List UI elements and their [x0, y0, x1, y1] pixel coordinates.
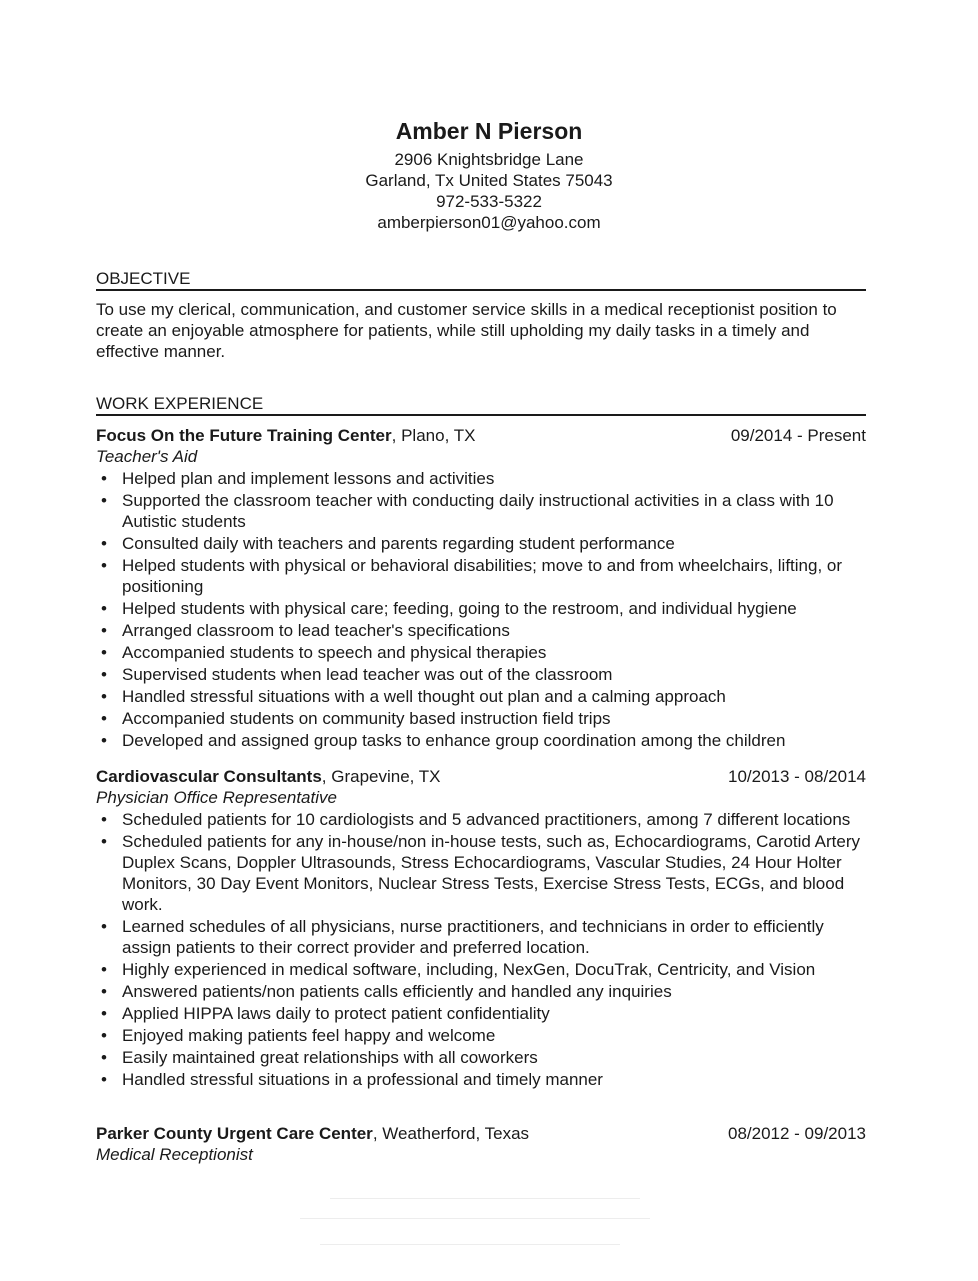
bullet-icon: •	[101, 687, 107, 706]
duty-item	[96, 916, 866, 958]
bullet-icon: •	[101, 491, 107, 510]
scan-artifact-line	[330, 1198, 640, 1199]
duty-text: Easily maintained great relationships with all coworkers	[122, 1048, 538, 1067]
employment-dates: 10/2013 - 08/2014	[727, 767, 866, 786]
bullet-icon: •	[101, 731, 107, 750]
employment-dates: 08/2012 - 09/2013	[727, 1124, 866, 1143]
duty-item	[96, 620, 866, 641]
bullet-icon: •	[101, 534, 107, 553]
bullet-icon: •	[101, 643, 107, 662]
duty-text: Consulted daily with teachers and parents regarding student performance	[122, 534, 675, 553]
duty-text: Applied HIPPA laws daily to protect patient confidentiality	[122, 1004, 550, 1023]
employer-location: , Weatherford, Texas	[372, 1124, 530, 1143]
bullet-icon: •	[101, 599, 107, 618]
duty-text: Highly experienced in medical software, including, NexGen, DocuTrak, Centricity, and Vision	[122, 960, 816, 979]
email-address: amberpierson01@yahoo.com	[377, 213, 601, 232]
employer-name: Parker County Urgent Care Center	[96, 1124, 373, 1143]
city-state-zip: Garland, Tx United States 75043	[365, 171, 613, 190]
job-header	[96, 425, 866, 446]
duty-item	[96, 1003, 866, 1024]
duty-item	[96, 468, 866, 489]
duty-item	[96, 642, 866, 663]
employer-location: , Plano, TX	[391, 426, 476, 445]
bullet-icon: •	[101, 1026, 107, 1045]
bullet-icon: •	[101, 960, 107, 979]
duty-text: Handled stressful situations in a professional and timely manner	[122, 1070, 603, 1089]
job-entry-focus-on-the-future	[96, 425, 866, 752]
duty-text: Scheduled patients for 10 cardiologists and 5 advanced practitioners, among 7 different locations	[122, 810, 851, 829]
duty-text: Handled stressful situations with a well thought out plan and a calming approach	[122, 687, 726, 706]
scan-artifact-line	[320, 1244, 620, 1245]
duty-item	[96, 809, 866, 830]
duty-item	[96, 664, 866, 685]
duty-item	[96, 1069, 866, 1090]
duty-item	[96, 686, 866, 707]
duty-text: Helped students with physical or behavioral disabilities; move to and from wheelchairs, lifting, or positioning	[122, 556, 843, 596]
duty-text: Helped plan and implement lessons and activities	[122, 469, 495, 488]
job-title: Teacher's Aid	[96, 447, 198, 466]
bullet-icon: •	[101, 832, 107, 851]
employer-location: , Grapevine, TX	[321, 767, 441, 786]
duty-text: Scheduled patients for any in-house/non in-house tests, such as, Echocardiograms, Carotid Artery Duplex Scans, Doppler Ultrasounds, Stress Echocardiograms, Vascular Studies, 24 Hour Holter Monitors, 30 Day Event Monitors, Nuclear Stress Tests, Exercise Stress Tests, ECGs, and blood work.	[122, 832, 861, 914]
bullet-icon: •	[101, 982, 107, 1001]
duty-text: Accompanied students on community based instruction field trips	[122, 709, 611, 728]
duty-text: Learned schedules of all physicians, nurse practitioners, and technicians in order to efficiently assign patients to their correct provider and preferred location.	[122, 917, 824, 957]
duty-item	[96, 1025, 866, 1046]
duty-text: Developed and assigned group tasks to enhance group coordination among the children	[122, 731, 786, 750]
job-entry-parker-county	[96, 1123, 866, 1165]
duty-item	[96, 730, 866, 751]
duty-item	[96, 1047, 866, 1068]
duty-text: Arranged classroom to lead teacher's specifications	[122, 621, 510, 640]
duty-text: Helped students with physical care; feeding, going to the restroom, and individual hygiene	[122, 599, 797, 618]
bullet-icon: •	[101, 810, 107, 829]
bullet-icon: •	[101, 1070, 107, 1089]
duty-text: Answered patients/non patients calls efficiently and handled any inquiries	[122, 982, 672, 1001]
employer-name: Cardiovascular Consultants	[96, 767, 322, 786]
duty-text: Enjoyed making patients feel happy and welcome	[122, 1026, 496, 1045]
bullet-icon: •	[101, 469, 107, 488]
street-address: 2906 Knightsbridge Lane	[394, 150, 584, 169]
duty-item	[96, 981, 866, 1002]
applicant-name: Amber N Pierson	[395, 118, 583, 144]
duty-text: Supported the classroom teacher with conducting daily instructional activities in a class with 10 Autistic students	[122, 491, 834, 531]
bullet-icon: •	[101, 1048, 107, 1067]
duty-item	[96, 555, 866, 597]
objective-text: To use my clerical, communication, and customer service skills in a medical receptionist position to create an enjoyable atmosphere for patients, while still upholding my daily tasks in a timely and effective manner.	[96, 300, 837, 361]
duty-list	[96, 809, 866, 1090]
duty-item	[96, 831, 866, 915]
scan-artifact-line	[300, 1218, 650, 1219]
job-entry-cardiovascular-consultants	[96, 766, 866, 1091]
resume-header	[0, 116, 978, 233]
job-header	[96, 1123, 866, 1144]
bullet-icon: •	[101, 665, 107, 684]
duty-item	[96, 533, 866, 554]
job-header	[96, 766, 866, 787]
duty-item	[96, 959, 866, 980]
job-title: Physician Office Representative	[96, 788, 337, 807]
job-title: Medical Receptionist	[96, 1145, 253, 1164]
bullet-icon: •	[101, 709, 107, 728]
bullet-icon: •	[101, 917, 107, 936]
bullet-icon: •	[101, 1004, 107, 1023]
phone-number: 972-533-5322	[436, 192, 542, 211]
employer-name: Focus On the Future Training Center	[96, 426, 392, 445]
duty-item	[96, 708, 866, 729]
objective-heading: OBJECTIVE	[96, 269, 866, 291]
duty-text: Accompanied students to speech and physical therapies	[122, 643, 547, 662]
duty-item	[96, 490, 866, 532]
bullet-icon: •	[101, 621, 107, 640]
work-experience-heading: WORK EXPERIENCE	[96, 394, 866, 416]
employment-dates: 09/2014 - Present	[730, 426, 866, 445]
duty-list	[96, 468, 866, 751]
bullet-icon: •	[101, 556, 107, 575]
duty-text: Supervised students when lead teacher was out of the classroom	[122, 665, 613, 684]
duty-item	[96, 598, 866, 619]
